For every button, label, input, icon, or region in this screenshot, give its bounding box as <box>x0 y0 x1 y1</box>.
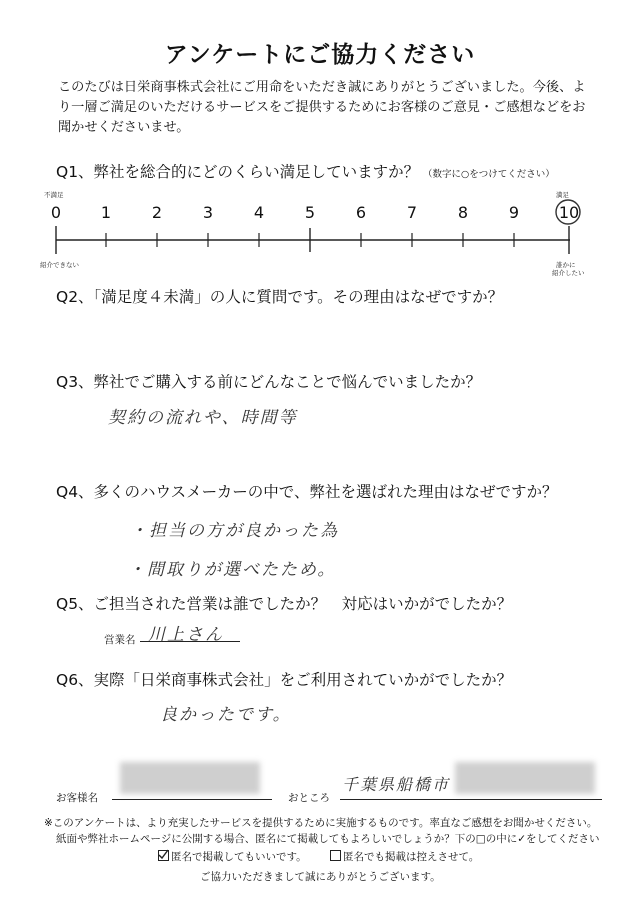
sales-label: 営業名 <box>104 634 136 646</box>
scale-left-bottom-label: 紹介できない <box>40 261 79 269</box>
q1-label: Q1、弊社を総合的にどのくらい満足していますか？ <box>56 163 420 181</box>
scale-number-7[interactable]: 7 <box>406 203 418 222</box>
scale-line <box>0 0 640 280</box>
address-label: おところ <box>288 792 330 804</box>
consent-decline-label: 匿名でも掲載は控えさせて。 <box>343 851 480 863</box>
q5-label: Q5、ご担当された営業は誰でしたか？ 対応はいかがでしたか？ <box>56 595 513 613</box>
scale-right-bottom-label-2: 紹介したい <box>552 269 585 277</box>
scale-number-10[interactable]: 10 <box>558 203 580 222</box>
consent-decline-checkbox[interactable] <box>330 850 341 861</box>
q6-label: Q6、実際「日栄商事株式会社」をご利用されていかがでしたか？ <box>56 671 513 689</box>
address-redacted <box>455 762 595 794</box>
q3-label: Q3、弊社でご購入する前にどんなことで悩んでいましたか？ <box>56 373 482 391</box>
scale-left-top-label: 不満足 <box>44 191 64 199</box>
scale-right-bottom-label-1: 誰かに <box>556 261 576 269</box>
footer-note-1: ※このアンケートは、より充実したサービスを提供するために実施するものです。率直なご感想をお聞かせください。 <box>44 817 598 829</box>
selected-circle <box>556 200 580 224</box>
thanks-text: ご協力いただきまして誠にありがとうございます。 <box>200 871 441 883</box>
q4-label: Q4、多くのハウスメーカーの中で、弊社を選ばれた理由はなぜですか？ <box>56 483 558 501</box>
q4-answer-1: ・担当の方が良かった為 <box>130 521 339 541</box>
consent-allow-label: 匿名で掲載してもいいです。 <box>171 851 307 863</box>
scale-number-0[interactable]: 0 <box>50 203 62 222</box>
scale-number-3[interactable]: 3 <box>202 203 214 222</box>
survey-title: アンケートにご協力ください <box>164 42 476 68</box>
scale-number-4[interactable]: 4 <box>253 203 265 222</box>
q6-answer: 良かったです。 <box>160 705 292 725</box>
scale-number-5[interactable]: 5 <box>304 203 316 222</box>
address-value: 千葉県船橋市 <box>342 775 451 794</box>
customer-name-redacted <box>120 762 260 794</box>
intro-text: このたびは日栄商事株式会社にご用命をいただき誠にありがとうございました。今後、より一層ご満足のいただけるサービスをご提供するためにお客様のご意見・ご感想などをお聞かせくださいませ。 <box>58 80 586 135</box>
customer-name-underline <box>112 799 272 800</box>
address-underline <box>340 799 602 800</box>
q3-answer: 契約の流れや、時間等 <box>108 408 298 428</box>
sales-name: 川上さん <box>148 625 224 645</box>
customer-name-label: お客様名 <box>56 792 98 804</box>
q2-label: Q2、「満足度４未満」の人に質問です。その理由はなぜですか？ <box>56 288 504 306</box>
consent-allow-checkbox[interactable] <box>158 850 169 861</box>
footer-note-2: 紙面や弊社ホームページに公開する場合、匿名にて掲載してもよろしいでしょうか？下の□の中に✓をしてください <box>56 833 600 845</box>
scale-number-2[interactable]: 2 <box>151 203 163 222</box>
scale-number-6[interactable]: 6 <box>355 203 367 222</box>
scale-number-9[interactable]: 9 <box>508 203 520 222</box>
consent-option-allow[interactable] <box>158 849 307 865</box>
consent-option-decline[interactable] <box>330 849 479 865</box>
scale-right-top-label: 満足 <box>556 191 569 199</box>
checkmark-icon <box>158 849 169 860</box>
scale-number-1[interactable]: 1 <box>100 203 112 222</box>
q1-hint: （数字に○をつけてください） <box>423 169 555 180</box>
scale-number-8[interactable]: 8 <box>457 203 469 222</box>
q4-answer-2: ・間取りが選べたため。 <box>128 560 337 580</box>
